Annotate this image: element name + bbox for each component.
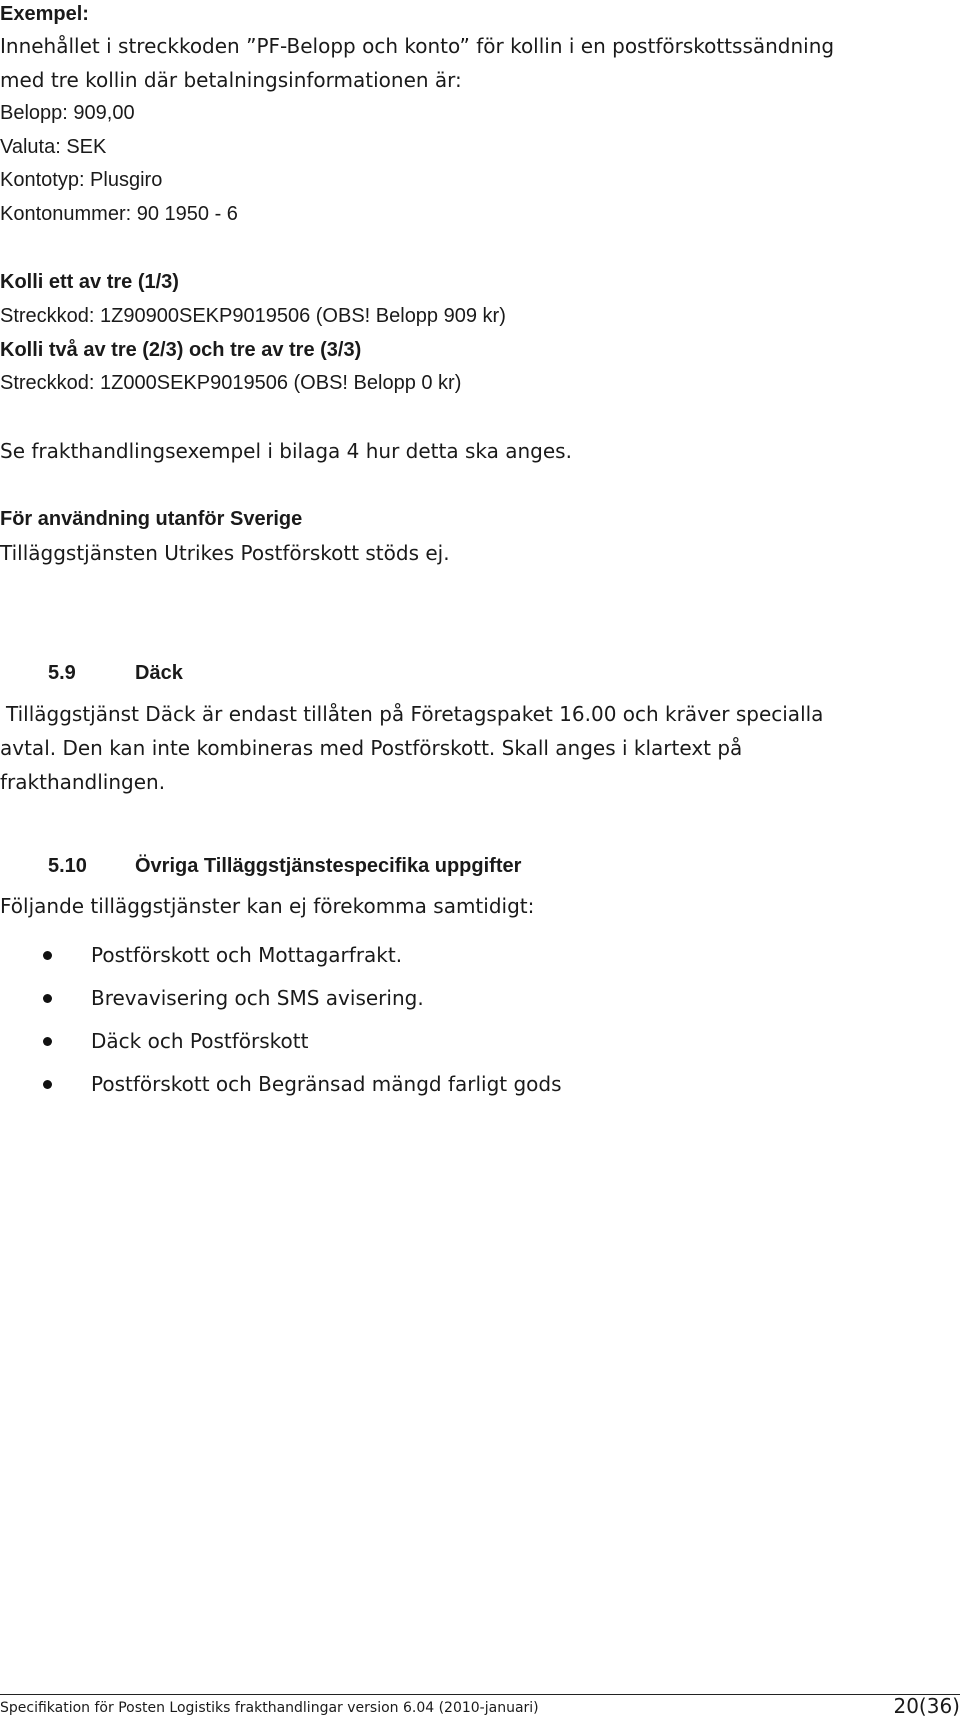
parcel-2-barcode: Streckkod: 1Z000SEKP9019506 (OBS! Belopp 0 kr) [0,372,462,394]
parcel-1-barcode: Streckkod: 1Z90900SEKP9019506 (OBS! Belopp 909 kr) [0,305,506,327]
section-5-9-line-2: avtal. Den kan inte kombineras med Postförskott. Skall anges i klartext på [0,736,743,760]
example-intro-line-1: Innehållet i streckkoden ”PF-Belopp och konto” för kollin i en postförskottssändning [0,34,835,58]
footer-document-title: Specifikation för Posten Logistiks frakthandlingar version 6.04 (2010-januari) [0,1700,539,1716]
see-also-text: Se frakthandlingsexempel i bilaga 4 hur detta ska anges. [0,439,572,463]
example-account-type: Kontotyp: Plusgiro [0,169,163,191]
example-currency: Valuta: SEK [0,136,107,158]
list-item-text: Däck och Postförskott [91,1029,309,1053]
section-5-10-number: 5.10 [48,855,87,877]
bullet-icon [43,1080,52,1089]
outside-sweden-text: Tilläggstjänsten Utrikes Postförskott stöds ej. [0,541,450,565]
footer-divider [0,1694,960,1695]
bullet-icon [43,994,52,1003]
example-account-number: Kontonummer: 90 1950 - 6 [0,203,238,225]
example-intro-line-2: med tre kollin där betalningsinformationen är: [0,68,462,92]
bullet-icon [43,1037,52,1046]
example-amount: Belopp: 909,00 [0,102,135,124]
section-5-9-number: 5.9 [48,662,76,684]
list-item-text: Postförskott och Begränsad mängd farligt gods [91,1072,562,1096]
example-heading: Exempel: [0,3,89,25]
parcel-1-heading: Kolli ett av tre (1/3) [0,271,179,293]
list-item-text: Postförskott och Mottagarfrakt. [91,943,403,967]
outside-sweden-heading: För användning utanför Sverige [0,508,303,530]
parcel-2-heading: Kolli två av tre (2/3) och tre av tre (3/3) [0,339,362,361]
footer-page-number: 20(36) [893,1694,960,1718]
section-5-9-line-3: frakthandlingen. [0,770,166,794]
section-5-10-intro: Följande tilläggstjänster kan ej förekomma samtidigt: [0,894,535,918]
list-item-text: Brevavisering och SMS avisering. [91,986,424,1010]
bullet-icon [43,951,52,960]
section-5-9-line-1: Tilläggstjänst Däck är endast tillåten på Företagspaket 16.00 och kräver specialla [6,702,824,726]
section-5-10-title: Övriga Tilläggstjänstespecifika uppgifter [135,855,522,877]
section-5-9-title: Däck [135,662,183,684]
